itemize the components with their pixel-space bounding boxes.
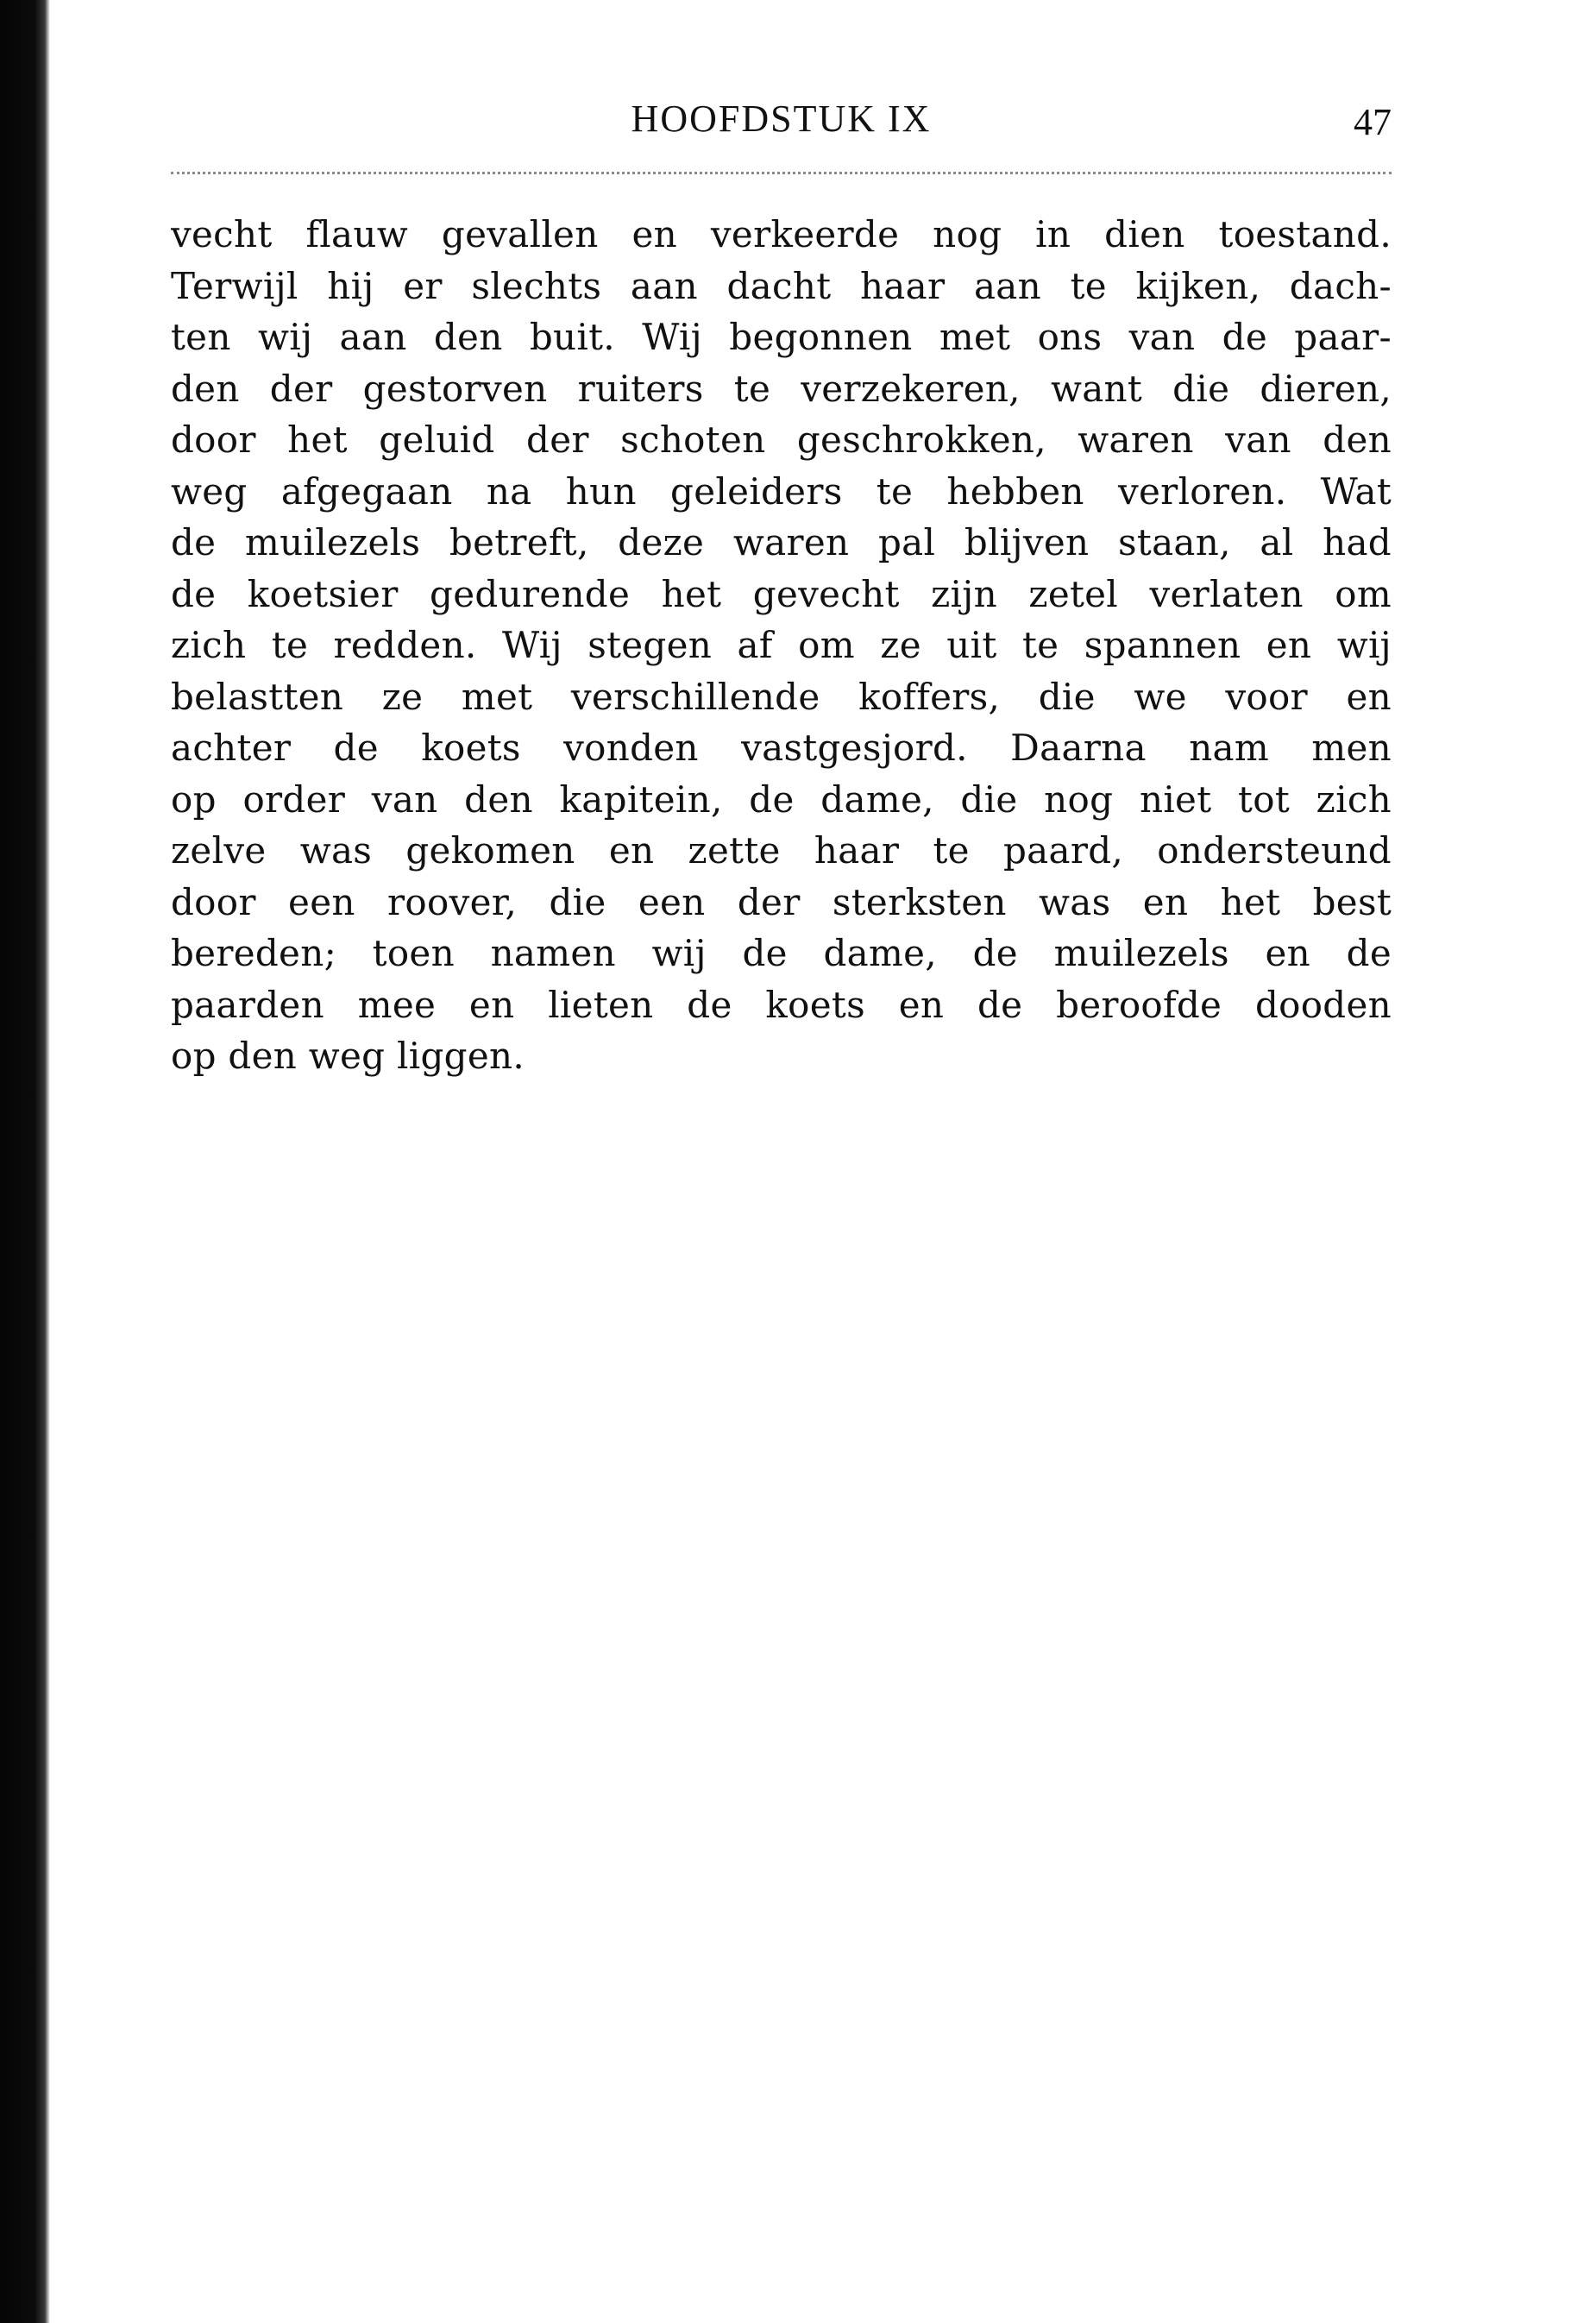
text-line: den der gestorven ruiters te verzekeren, want die dieren, — [171, 367, 1392, 410]
header-divider — [171, 172, 1392, 174]
text-line: belastten ze met verschillende koffers, die we voor en — [171, 675, 1392, 718]
text-line: door een roover, die een der sterksten was en het best — [171, 880, 1392, 923]
text-line: door het geluid der schoten geschrokken, waren van den — [171, 419, 1392, 461]
text-line: op den weg liggen. — [171, 1035, 525, 1077]
text-line: weg afgegaan na hun geleiders te hebben verloren. Wat — [171, 469, 1392, 513]
text-line: op order van den kapitein, de dame, die nog niet tot zich — [171, 777, 1392, 821]
running-title: HOOFDSTUK IX — [631, 98, 932, 140]
text-line: ten wij aan den buit. Wij begonnen met ons van de paar- — [171, 316, 1392, 358]
binding-shadow — [0, 0, 50, 2323]
text-line: vecht flauw gevallen en verkeerde nog in dien toestand. — [171, 213, 1392, 255]
text-line: achter de koets vonden vastgesjord. Daarna nam men — [171, 727, 1392, 769]
text-line: zelve was gekomen en zette haar te paard, ondersteund — [171, 829, 1392, 872]
text-line: de muilezels betreft, deze waren pal blijven staan, al had — [171, 521, 1392, 563]
text-line: Terwijl hij er slechts aan dacht haar aan te kijken, dach- — [171, 264, 1392, 307]
page-header — [171, 97, 1392, 148]
text-line: de koetsier gedurende het gevecht zijn zetel verlaten om — [171, 572, 1392, 615]
page-number: 47 — [1354, 101, 1392, 143]
text-line: bereden; toen namen wij de dame, de muilezels en de — [171, 932, 1392, 974]
text-line: zich te redden. Wij stegen af om ze uit te spannen en wij — [171, 624, 1392, 666]
body-paragraph — [171, 209, 1392, 1082]
text-line: paarden mee en lieten de koets en de beroofde dooden — [171, 983, 1392, 1026]
